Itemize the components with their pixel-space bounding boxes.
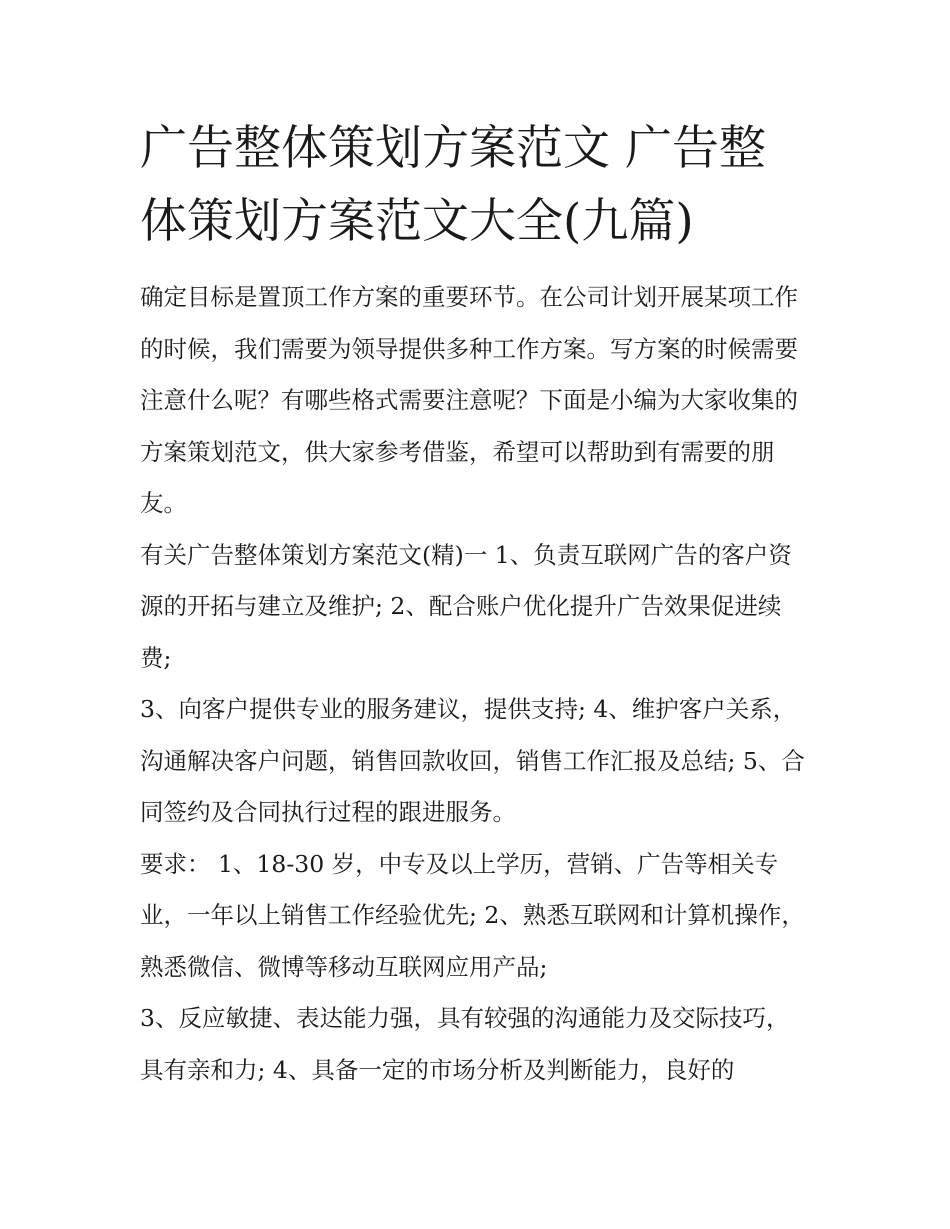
paragraph-duties-1: 有关广告整体策划方案范文(精)一 1、负责互联网广告的客户资源的开拓与建立及维护; 2、配合账户优化提升广告效果促进续费; [140, 540, 792, 672]
paragraph-requirements-2: 3、反应敏捷、表达能力强，具有较强的沟通能力及交际技巧，具有亲和力; 4、具备一定的市场分析及判断能力，良好的 [140, 1004, 790, 1084]
document-title: 广告整体策划方案范文 广告整体策划方案范文大全(九篇) [140, 121, 766, 249]
paragraph-requirements-1: 要求： 1、18-30 岁，中专及以上学历，营销、广告等相关专业，一年以上销售工作经验优先; 2、熟悉互联网和计算机操作，熟悉微信、微博等移动互联网应用产品; [140, 849, 805, 981]
paragraph-duties-2: 3、向客户提供专业的服务建议，提供支持; 4、维护客户关系，沟通解决客户问题，销售回款收回，销售工作汇报及总结; 5、合同签约及合同执行过程的跟进服务。 [140, 695, 805, 826]
document-body [140, 112, 812, 1096]
paragraph-intro: 确定目标是置顶工作方案的重要环节。在公司计划开展某项工作的时候，我们需要为领导提供多种工作方案。写方案的时候需要注意什么呢？有哪些格式需要注意呢？下面是小编为大家收集的方案策划范文，供大家参考借鉴，希望可以帮助到有需要的朋友。 [140, 283, 798, 517]
